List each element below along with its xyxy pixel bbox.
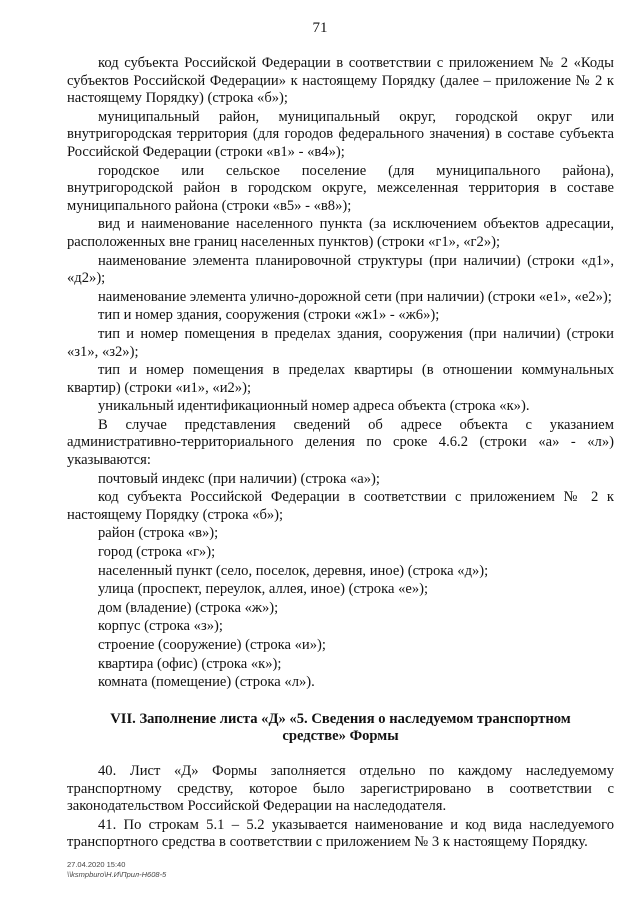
list-item: комната (помещение) (строка «л»). (98, 674, 315, 691)
page-number: 71 (312, 20, 328, 36)
footer-date: 27.04.2020 15:40 (67, 860, 126, 869)
document-body (67, 55, 614, 852)
list-item: квартира (офис) (строка «к»); (98, 655, 282, 672)
paragraph: вид и наименование населенного пункта (за исключением объектов адресации, расположенных вне границ населенных пунктов) (строки «г1», «г2»); (67, 216, 614, 250)
list-item: корпус (строка «з»); (98, 618, 223, 635)
paragraph: код субъекта Российской Федерации в соответствии с приложением № 2 «Коды субъектов Российской Федерации» к настоящему Порядку (далее – приложение № 2 к настоящему Порядку) (строка «б»); (67, 55, 614, 107)
footer (67, 860, 166, 880)
paragraph: наименование элемента планировочной структуры (при наличии) (строки «д1», «д2»); (67, 252, 614, 287)
list-item: город (строка «г»); (98, 544, 216, 561)
list-item: дом (владение) (строка «ж»); (98, 599, 279, 616)
paragraph: В случае представления сведений об адресе объекта с указанием административно-территориального деления по сроке 4.6.2 (строки «а» - «л») указываются: (67, 416, 614, 469)
section-heading: VII. Заполнение листа «Д» «5. Сведения о наследуемом транспортном средстве» Формы (110, 710, 571, 745)
paragraph: тип и номер помещения в пределах квартиры (в отношении коммунальных квартир) (строки «и1», «и2»); (67, 362, 614, 396)
list-item: строение (сооружение) (строка «и»); (98, 637, 326, 653)
paragraph: 41. По строкам 5.1 – 5.2 указывается наименование и код вида наследуемого транспортного средства в соответствии с приложением № 3 к настоящему Порядку. (67, 816, 614, 851)
footer-file-path: \\ksmpburo\Н.И\Прил-Н608-5 (67, 870, 167, 879)
list-item: улица (проспект, переулок, аллея, иное) (строка «е»); (98, 581, 429, 598)
paragraph: тип и номер здания, сооружения (строки «ж1» - «ж6»); (98, 307, 440, 324)
list-item: почтовый индекс (при наличии) (строка «а»); (98, 470, 380, 487)
paragraph: уникальный идентификационный номер адреса объекта (строка «к»). (98, 398, 530, 415)
paragraph: тип и номер помещения в пределах здания, сооружения (при наличии) (строки «з1», «з2»); (67, 325, 614, 360)
list-item: район (строка «в»); (98, 525, 219, 542)
paragraph: наименование элемента улично-дорожной сети (при наличии) (строки «е1», «е2»); (98, 288, 612, 305)
list-item: код субъекта Российской Федерации в соответствии с приложением № 2 к настоящему Порядку (строка «б»); (67, 489, 614, 523)
paragraph: городское или сельское поселение (для муниципального района), внутригородской район в городском округе, межселенная территория в составе муниципального района (строки «в5» - «в8»); (67, 162, 614, 214)
list-item: населенный пункт (село, поселок, деревня, иное) (строка «д»); (98, 562, 489, 579)
paragraph: муниципальный район, муниципальный округ, городской округ или внутригородская территория (для городов федерального значения) в составе субъекта Российской Федерации (строки «в1» - «в4»); (67, 108, 614, 160)
paragraph: 40. Лист «Д» Формы заполняется отдельно по каждому наследуемому транспортному средству, которое было зарегистрировано в соответствии с законодательством Российской Федерации на наследодателя. (67, 762, 614, 815)
